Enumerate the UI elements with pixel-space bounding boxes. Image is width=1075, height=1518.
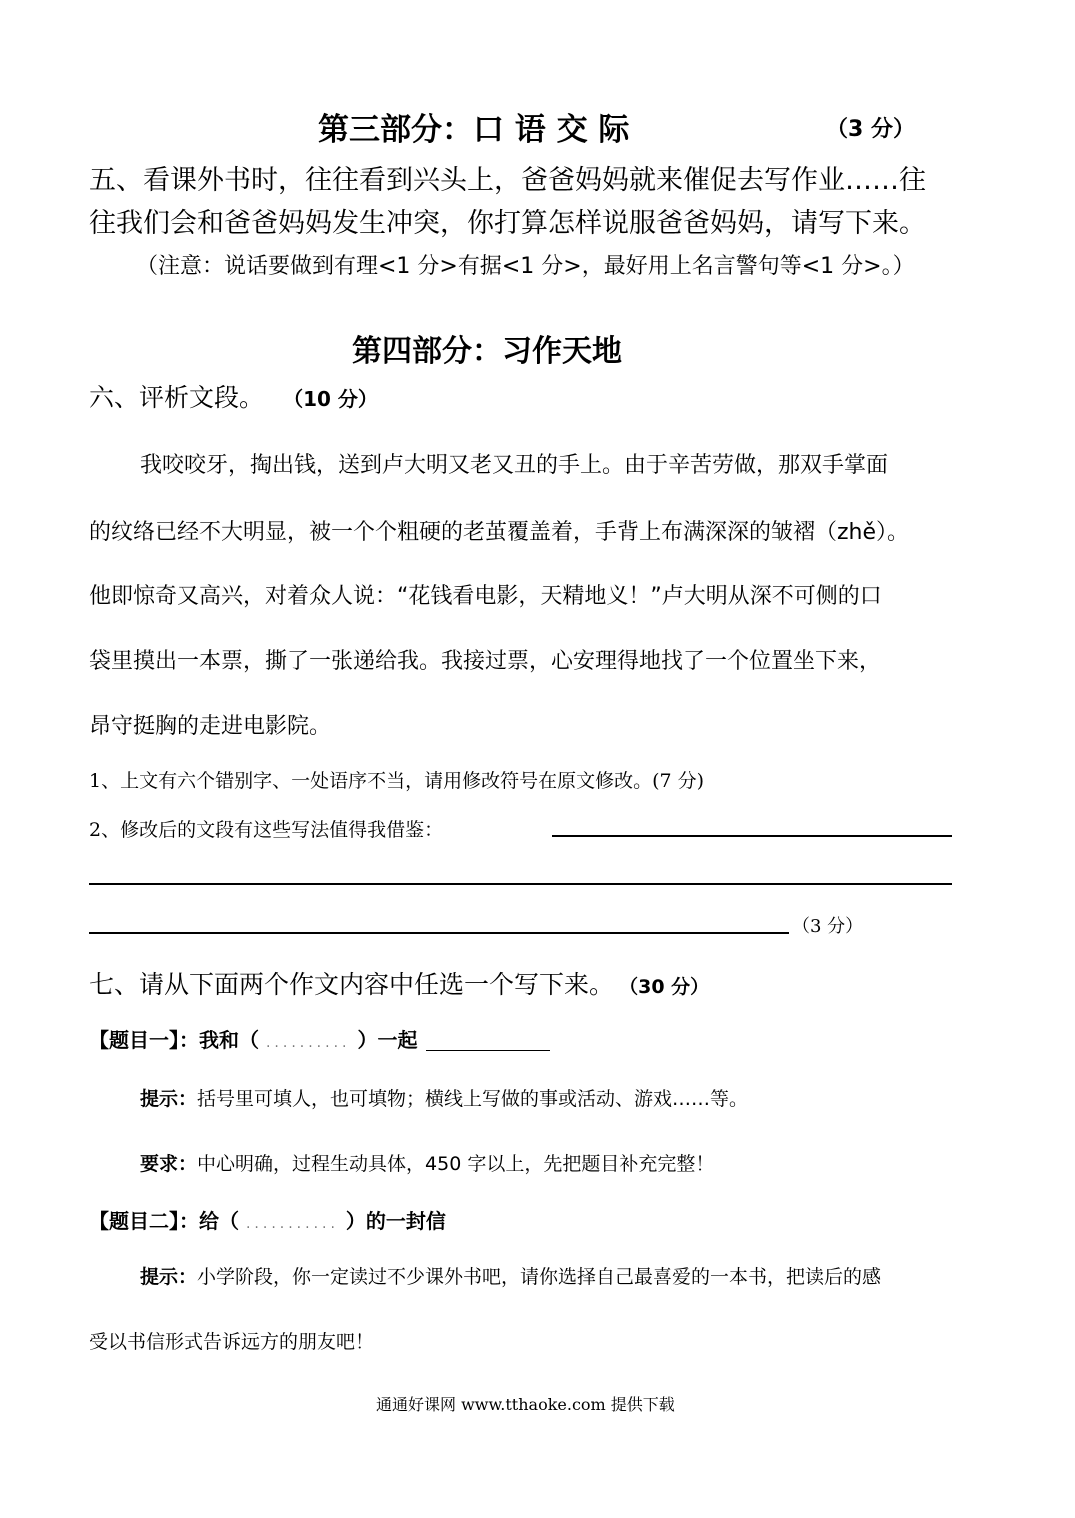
q6-score: （10 分）: [283, 387, 378, 411]
q5-line1: 五、看课外书时，往往看到兴头上，爸爸妈妈就来催促去写作业……往: [89, 165, 926, 196]
q7-score: （30 分）: [619, 976, 710, 998]
topic1-title: [89, 1024, 550, 1053]
q7-label: 七、请从下面两个作文内容中任选一个写下来。: [89, 970, 615, 999]
topic2-title: [89, 1205, 446, 1234]
passage-line-5: 昂守挺胸的走进电影院。: [89, 714, 332, 739]
topic2-label: 【题目二】：给（: [89, 1209, 239, 1233]
q6-2-score: （3 分）: [792, 916, 864, 937]
passage-line-4: 袋里摸出一本票，撕了一张递给我。我接过票，心安理得地找了一个位置坐下来，: [89, 649, 882, 674]
topic1-end: ）一起: [357, 1028, 418, 1052]
q6-label: 六、评析文段。: [89, 383, 265, 412]
topic1-underline[interactable]: [426, 1028, 550, 1051]
topic2-blank[interactable]: ...........: [245, 1216, 339, 1232]
topic1-hint: [140, 1084, 748, 1111]
q6-heading: [89, 378, 378, 414]
answer-line-3[interactable]: [89, 932, 789, 934]
topic2-hint-text: 小学阶段，你一定读过不少课外书吧，请你选择自己最喜爱的一本书，把读后的感: [197, 1266, 882, 1288]
q6-2: 2、修改后的文段有这些写法值得我借鉴：: [89, 819, 444, 841]
topic2-hint-label: 提示：: [140, 1266, 198, 1288]
passage-line-2: 的纹络已经不大明显，被一个个粗硬的老茧覆盖着，手背上布满深深的皱褶（zhě）。: [89, 520, 910, 545]
page-footer: 通通好课网 www.tthaoke.com 提供下载: [376, 1395, 675, 1414]
part3-title: 第三部分：口 语 交 际: [318, 112, 630, 148]
q6-1: 1、上文有六个错别字、一处语序不当，请用修改符号在原文修改。(7 分): [89, 770, 705, 792]
topic1-hint-text: 括号里可填人，也可填物；横线上写做的事或活动、游戏……等。: [197, 1088, 749, 1110]
part3-score: （3 分）: [826, 117, 915, 142]
q5-note: （注意：说话要做到有理<1 分>有据<1 分>，最好用上名言警句等<1 分>。）: [136, 254, 915, 279]
topic2-end: ）的一封信: [345, 1209, 446, 1233]
passage-line-3: 他即惊奇又高兴，对着众人说：“花钱看电影，天精地义！”卢大明从深不可侧的口: [89, 584, 882, 609]
answer-line-1[interactable]: [552, 835, 952, 837]
topic1-label: 【题目一】：我和（: [89, 1028, 259, 1052]
q7-heading: [89, 965, 709, 1001]
topic1-req-text: 中心明确，过程生动具体，450 字以上，先把题目补充完整！: [197, 1153, 715, 1175]
part4-title: 第四部分：习作天地: [352, 334, 622, 369]
topic1-requirement: [140, 1149, 714, 1176]
topic1-req-label: 要求：: [140, 1153, 198, 1175]
answer-line-2[interactable]: [89, 883, 952, 885]
passage-line-1: 我咬咬牙，掏出钱，送到卢大明又老又丑的手上。由于辛苦劳做，那双手掌面: [140, 453, 889, 478]
topic2-hint-line2: 受以书信形式告诉远方的朋友吧！: [89, 1331, 375, 1353]
topic1-hint-label: 提示：: [140, 1088, 198, 1110]
q5-line2: 往我们会和爸爸妈妈发生冲突，你打算怎样说服爸爸妈妈，请写下来。: [89, 208, 926, 239]
topic1-blank[interactable]: ..........: [265, 1035, 351, 1051]
topic2-hint: [140, 1262, 881, 1289]
